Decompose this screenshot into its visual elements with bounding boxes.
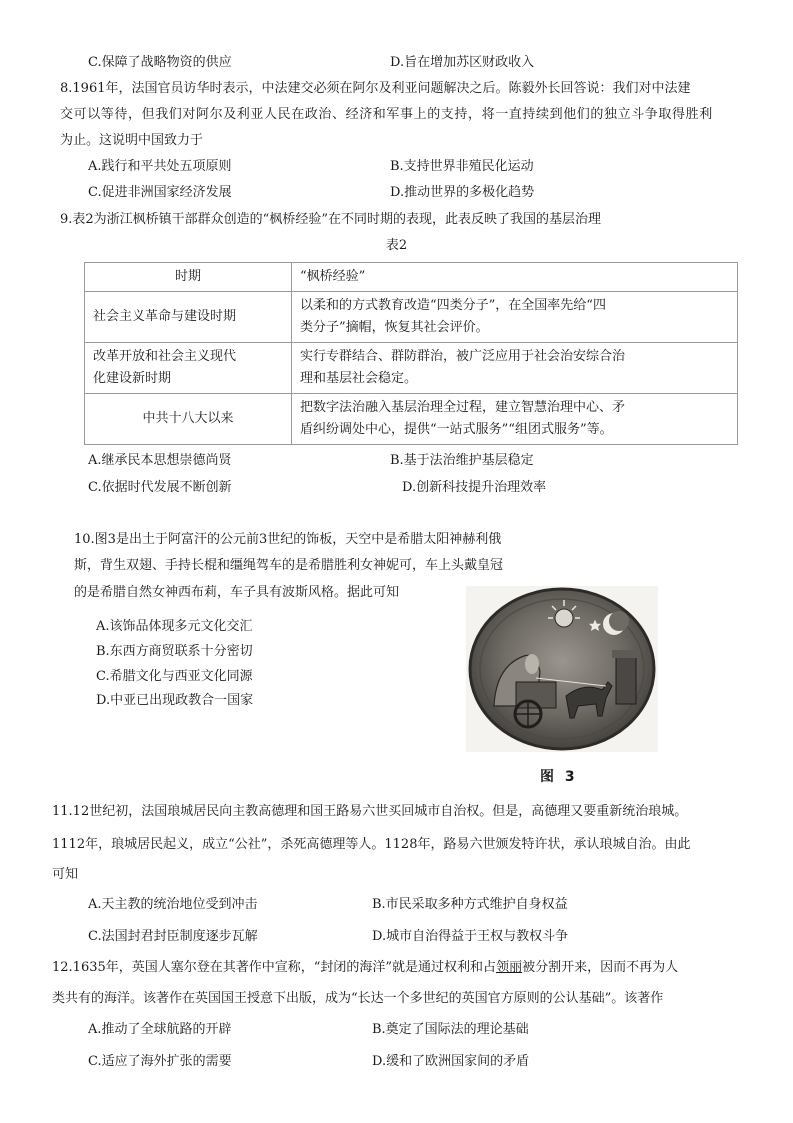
row-period: [85, 343, 292, 394]
q11-stem-line1: 11.12世纪初，法国琅城居民向主教高德理和国王路易六世买回城市自治权。但是，高德理又要重新统治琅城。: [52, 804, 688, 819]
period-text: 社会主义革命与建设时期: [93, 309, 237, 324]
q8-option-c: C.促进非洲国家经济发展: [88, 185, 232, 200]
q10-stem-line2: 斯，背生双翅、手持长棍和缰绳驾车的是希腊胜利女神妮可，车上头戴皇冠: [74, 558, 504, 573]
q11-stem-line2: 1112年，琅城居民起义，成立“公社”，杀死高德理等人。1128年，路易六世颁发特许状，承认琅城自治。由此: [52, 837, 691, 852]
q10-option-d: D.中亚已出现政教合一国家: [96, 693, 254, 708]
experience-line: 把数字法治融入基层治理全过程，建立智慧治理中心、矛: [300, 400, 626, 415]
q7-option-c: C.保障了战略物资的供应: [88, 55, 232, 70]
q8-stem-line2: 交可以等待，但我们对阿尔及利亚人民在政治、经济和军事上的支持，将一直持续到他们的独立斗争取得胜利: [60, 107, 713, 122]
q10-stem-line3: 的是希腊自然女神西布莉，车子具有波斯风格。据此可知: [74, 585, 400, 600]
experience-line: 理和基层社会稳定。: [300, 371, 418, 386]
q12-option-c: C.适应了海外扩张的需要: [88, 1054, 232, 1069]
plaque-figure: [466, 586, 658, 752]
header-experience: “枫桥经验”: [292, 263, 738, 292]
q11-option-c: C.法国封君封臣制度逐步瓦解: [88, 929, 258, 944]
figure-caption: 图 3: [540, 769, 578, 785]
experience-line: 实行专群结合、群防群治，被广泛应用于社会治安综合治: [300, 349, 626, 364]
q10-stem-line1: 10.图3是出土于阿富汗的公元前3世纪的饰板，天空中是希腊太阳神赫利俄: [74, 532, 502, 547]
table-row: [85, 394, 738, 445]
q10-option-c: C.希腊文化与西亚文化同源: [96, 669, 253, 684]
row-experience: [292, 394, 738, 445]
q12-option-b: B.奠定了国际法的理论基础: [372, 1022, 529, 1037]
q8-option-b: B.支持世界非殖民化运动: [390, 159, 534, 174]
q11-stem-line3: 可知: [52, 867, 79, 882]
header-period: 时期: [85, 263, 292, 292]
q9-option-d: D.创新科技提升治理效率: [402, 480, 547, 495]
q11-option-d: D.城市自治得益于王权与教权斗争: [372, 929, 569, 944]
q9-option-c: C.依据时代发展不断创新: [88, 480, 232, 495]
q9-option-a: A.继承民本思想崇德尚贤: [88, 453, 232, 468]
row-period: [85, 394, 292, 445]
table-caption: 表2: [385, 238, 408, 253]
experience-line: 盾纠纷调处中心，提供“一站式服务”“组团式服务”等。: [300, 422, 613, 437]
q12-option-a: A.推动了全球航路的开辟: [88, 1022, 232, 1037]
q12-stem-line1: [52, 959, 678, 977]
q12-stem-part2: 被分割开来，因而不再为人: [522, 960, 679, 975]
table-header-row: [85, 263, 738, 292]
row-experience: [292, 343, 738, 394]
plaque-illustration: [466, 586, 658, 752]
experience-line: 以柔和的方式教育改造“四类分子”，在全国率先给“四: [300, 298, 606, 313]
q7-option-d: D.旨在增加苏区财政收入: [390, 55, 535, 70]
period-text: 化建设新时期: [93, 371, 172, 386]
table-row: [85, 343, 738, 394]
q12-stem-line2: 类共有的海洋。该著作在英国国王授意下出版，成为“长达一个多世纪的英国官方原则的公认基础”。该著作: [52, 991, 664, 1006]
row-experience: [292, 292, 738, 343]
q8-stem-line3: 为止。这说明中国致力于: [60, 133, 204, 148]
period-text: 中共十八大以来: [142, 411, 234, 426]
q12-underlined-term: 领丽: [496, 960, 523, 975]
q8-stem-line1: 8.1961年，法国官员访华时表示，中法建交必须在阿尔及利亚问题解决之后。陈毅外长回答说：我们对中法建: [60, 81, 691, 96]
table-row: [85, 292, 738, 343]
q10-option-b: B.东西方商贸联系十分密切: [96, 644, 253, 659]
table-2: [84, 262, 738, 445]
experience-line: 类分子”摘帽，恢复其社会评价。: [300, 320, 489, 335]
q9-option-b: B.基于法治维护基层稳定: [390, 453, 534, 468]
q11-option-a: A.天主教的统治地位受到冲击: [88, 897, 258, 912]
q9-stem: 9.表2为浙江枫桥镇干部群众创造的“枫桥经验”在不同时期的表现，此表反映了我国的基层治理: [60, 212, 601, 227]
q8-option-d: D.推动世界的多极化趋势: [390, 185, 535, 200]
q11-option-b: B.市民采取多种方式维护自身权益: [372, 897, 568, 912]
q8-option-a: A.践行和平共处五项原则: [88, 159, 232, 174]
period-text: 改革开放和社会主义现代: [93, 349, 237, 364]
q12-stem-part1: 12.1635年，英国人塞尔登在其著作中宣称，“封闭的海洋”就是通过权利和占: [52, 960, 497, 975]
q10-option-a: A.该饰品体现多元文化交汇: [96, 619, 253, 634]
row-period: [85, 292, 292, 343]
q12-option-d: D.缓和了欧洲国家间的矛盾: [372, 1054, 530, 1069]
